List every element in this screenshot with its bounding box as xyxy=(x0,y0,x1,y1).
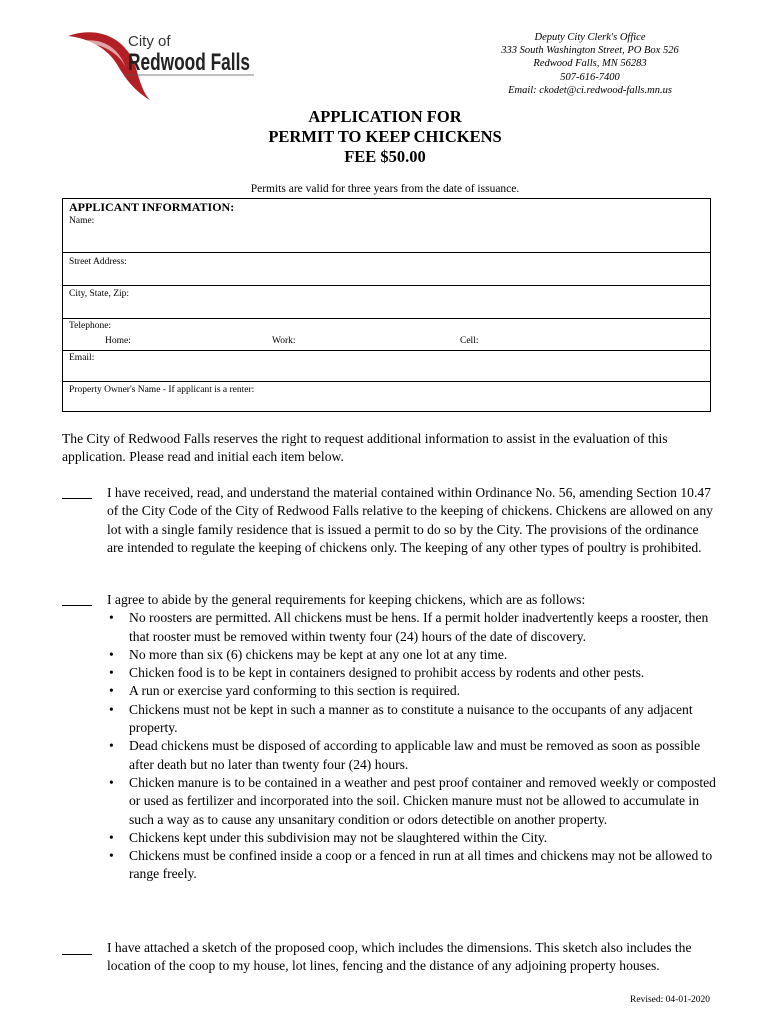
page-title xyxy=(0,107,770,167)
initial-line-2[interactable] xyxy=(62,605,92,606)
list-item: • A run or exercise yard conforming to this section is required. xyxy=(107,682,717,700)
list-item: • Chicken food is to be kept in containers designed to prohibit access by rodents and other pests. xyxy=(107,664,717,682)
cell-phone-label: Cell: xyxy=(460,336,479,346)
property-owner-field[interactable] xyxy=(63,382,710,411)
item-2 xyxy=(107,591,717,884)
title-line1: APPLICATION FOR xyxy=(308,107,462,126)
list-item: • Chickens must be confined inside a coop or a fenced in run at all times and chickens may not be allowed to range freely. xyxy=(107,847,717,884)
title-fee: FEE $50.00 xyxy=(344,147,426,166)
property-owner-label: Property Owner's Name - If applicant is a renter: xyxy=(69,385,255,395)
email-label: Email: xyxy=(69,353,95,363)
street-address-label: Street Address: xyxy=(69,257,127,267)
name-field[interactable] xyxy=(63,213,710,253)
revised-date: Revised: 04-01-2020 xyxy=(630,995,710,1005)
list-item: • No more than six (6) chickens may be kept at any one lot at any time. xyxy=(107,646,717,664)
city-state-zip-field[interactable] xyxy=(63,286,710,319)
contact-email: Email: ckodet@ci.redwood-falls.mn.us xyxy=(508,84,672,96)
logo-line1: City of xyxy=(128,33,171,50)
intro-paragraph: The City of Redwood Falls reserves the right to request additional information to assist in the evaluation of this application. Please read and initial each item below. xyxy=(62,431,668,465)
list-item: • No roosters are permitted. All chickens must be hens. If a permit holder inadvertently keeps a rooster, then that rooster must be removed within twenty four (24) hours of the date of discovery. xyxy=(107,609,717,646)
city-state-zip-label: City, State, Zip: xyxy=(69,289,130,299)
requirements-list xyxy=(107,609,717,883)
street-address-field[interactable] xyxy=(63,253,710,286)
contact-phone: 507-616-7400 xyxy=(560,71,620,83)
logo-line2: Redwood Falls xyxy=(128,49,250,76)
title-line2: PERMIT TO KEEP CHICKENS xyxy=(268,127,502,146)
contact-office: Deputy City Clerk's Office xyxy=(534,32,646,43)
list-item: • Chicken manure is to be contained in a weather and pest proof container and removed weekly or composted or used as fertilizer and incorporated into the soil. Chicken manure must not be allowed to accumulate in such a way as to cause any unsanitary condition or odors detectible on another property. xyxy=(107,774,717,829)
telephone-label: Telephone: xyxy=(69,321,112,331)
item-2-text: I agree to abide by the general requirements for keeping chickens, which are as follows: xyxy=(107,592,586,607)
email-field[interactable] xyxy=(63,351,710,382)
applicant-info-box xyxy=(62,198,711,412)
home-phone-label: Home: xyxy=(105,336,131,346)
item-1-text: I have received, read, and understand the material contained within Ordinance No. 56, amending Section 10.47 of the City Code of the City of Redwood Falls relative to the keeping of chickens. Chickens are allowed on any lot with a single family residence that is issued a permit to do so by the City. The provisions of the ordinance are intended to regulate the keeping of chickens only. The keeping of any other types of poultry is prohibited. xyxy=(107,485,713,555)
city-logo xyxy=(66,28,256,102)
logo-swoosh-icon xyxy=(66,28,256,102)
list-item: • Chickens kept under this subdivision may not be slaughtered within the City. xyxy=(107,829,717,847)
contact-block xyxy=(440,31,740,97)
item-1 xyxy=(107,484,717,557)
item-3-text: I have attached a sketch of the proposed coop, which includes the dimensions. This sketch also includes the location of the coop to my house, lot lines, fencing and the distance of any adjoining property houses. xyxy=(107,940,692,974)
initial-line-1[interactable] xyxy=(62,498,92,499)
telephone-field[interactable] xyxy=(63,319,710,351)
list-item: • Dead chickens must be disposed of according to applicable law and must be removed as soon as possible after death but no later than twenty four (24) hours. xyxy=(107,737,717,774)
validity-note: Permits are valid for three years from the date of issuance. xyxy=(250,183,520,195)
contact-address: 333 South Washington Street, PO Box 526 xyxy=(501,45,679,57)
item-3 xyxy=(107,939,717,976)
list-item: • Chickens must not be kept in such a manner as to constitute a nuisance to the occupants of any adjacent property. xyxy=(107,701,717,738)
initial-line-3[interactable] xyxy=(62,954,92,955)
name-label: Name: xyxy=(69,216,95,226)
applicant-heading: APPLICANT INFORMATION: xyxy=(69,200,235,214)
work-phone-label: Work: xyxy=(272,336,296,346)
contact-city: Redwood Falls, MN 56283 xyxy=(533,58,647,70)
